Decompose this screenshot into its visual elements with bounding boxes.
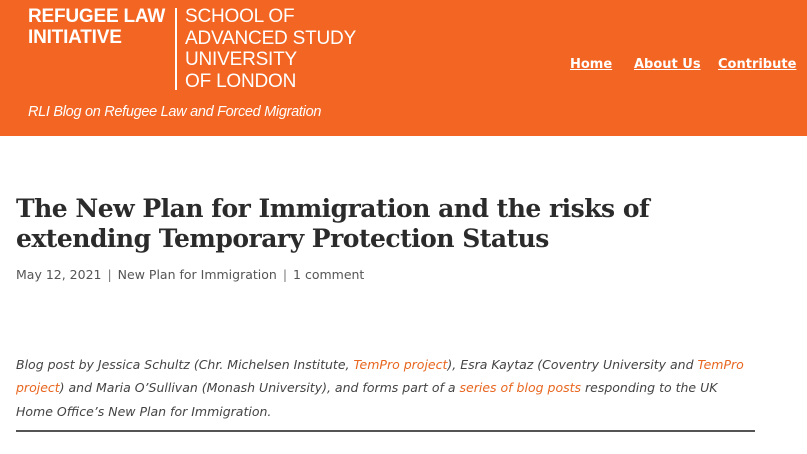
post-meta bbox=[16, 267, 364, 282]
nav-about-us[interactable]: About Us bbox=[634, 57, 701, 72]
logo-sas-line2: ADVANCED STUDY bbox=[185, 27, 357, 49]
logo-sas-text bbox=[185, 6, 385, 92]
post-title bbox=[16, 194, 776, 254]
site-tagline: RLI Blog on Refugee Law and Forced Migration bbox=[28, 104, 322, 120]
meta-separator: | bbox=[282, 267, 288, 282]
intro-text: ) and Maria O’Sullivan (Monash University), and forms part of a bbox=[59, 380, 460, 395]
post-title-line2: extending Temporary Protection Status bbox=[16, 224, 549, 253]
logo-divider bbox=[175, 8, 177, 90]
nav-contribute[interactable]: Contribute bbox=[718, 57, 797, 72]
intro-text: ), Esra Kaytaz (Coventry University and bbox=[447, 356, 698, 372]
intro-text: responding to the UK Home Office’s New Plan for Immigration. bbox=[16, 380, 718, 419]
post-comments-link[interactable]: 1 comment bbox=[293, 267, 365, 282]
logo-rli-text bbox=[28, 6, 178, 48]
tempro-project-link[interactable]: TemPro project bbox=[16, 356, 744, 395]
post-date: May 12, 2021 bbox=[16, 267, 102, 282]
content-divider bbox=[16, 430, 755, 432]
logo-sas-line3: UNIVERSITY bbox=[185, 49, 298, 70]
logo-sas-line1: SCHOOL OF bbox=[185, 6, 295, 27]
post-title-line1: The New Plan for Immigration and the risks of bbox=[16, 194, 650, 223]
logo-sas-line4: OF LONDON bbox=[185, 70, 297, 92]
post-category-link[interactable]: New Plan for Immigration bbox=[117, 267, 277, 282]
intro-text: Blog post by Jessica Schultz (Chr. Michelsen Institute, bbox=[16, 356, 354, 372]
tempro-project-link[interactable]: TemPro project bbox=[353, 356, 448, 372]
logo-rli-line2: INITIATIVE bbox=[28, 27, 122, 48]
blog-series-link[interactable]: series of blog posts bbox=[459, 380, 582, 395]
site-header bbox=[0, 0, 807, 136]
nav-home[interactable]: Home bbox=[570, 57, 613, 72]
post-intro bbox=[16, 353, 756, 424]
meta-separator: | bbox=[107, 267, 112, 282]
logo-rli-line1: REFUGEE LAW bbox=[28, 6, 166, 27]
